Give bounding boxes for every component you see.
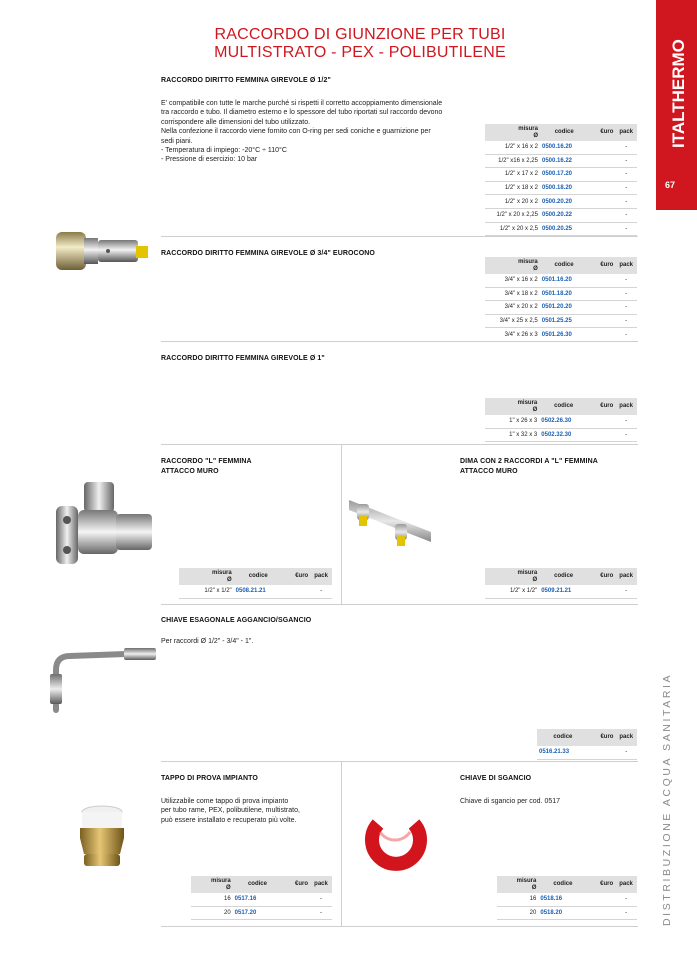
cell-euro <box>588 893 616 906</box>
cell-euro <box>588 168 615 182</box>
desc-line: tra raccordo e tubo. Il diametro esterno e lo spessore del tubo riportati sul raccordo devono <box>161 109 443 117</box>
cell-pack: - <box>615 274 637 287</box>
col-misura: misura Ø <box>497 876 538 893</box>
table-row <box>485 181 637 195</box>
cell-misura: 3/4" x 26 x 3 <box>485 328 540 342</box>
cell-pack: - <box>615 168 637 182</box>
section-desc-s1 <box>161 99 481 165</box>
cell-codice: 0518.16 <box>538 893 587 906</box>
table-header-row <box>485 398 637 415</box>
desc-line: corrispondere alle dimensioni del tubo utilizzato. <box>161 118 311 126</box>
cell-misura: 1/2" x16 x 2,25 <box>485 154 540 168</box>
cell-euro <box>589 746 616 759</box>
col-pack: pack <box>615 729 637 746</box>
cell-codice: 0517.20 <box>233 906 283 920</box>
cell-codice: 0501.16.20 <box>540 274 589 287</box>
cell-pack: - <box>615 287 637 301</box>
hex-key-image <box>46 640 158 716</box>
cell-codice: 0501.25.25 <box>540 314 589 328</box>
cell-euro <box>588 314 615 328</box>
col-euro: €uro <box>588 124 615 141</box>
cell-pack: - <box>615 415 637 428</box>
cell-pack: - <box>615 222 637 236</box>
cell-pack: - <box>310 893 332 906</box>
cell-euro <box>282 893 310 906</box>
cell-misura: 3/4" x 20 x 2 <box>485 301 540 315</box>
product-table-s7 <box>191 876 332 920</box>
section-title-s2: RACCORDO DIRITTO FEMMINA GIREVOLE Ø 3/4" EUROCONO <box>161 250 375 257</box>
table-row <box>485 222 637 236</box>
col-codice: codice <box>234 568 283 585</box>
divider <box>161 444 638 445</box>
col-codice: codice <box>233 876 283 893</box>
table-row <box>485 585 637 598</box>
cell-pack: - <box>615 428 637 442</box>
col-euro: €uro <box>589 729 616 746</box>
cell-euro <box>588 428 615 442</box>
title-line: ATTACCO MURO <box>460 468 518 475</box>
col-pack: pack <box>615 568 637 585</box>
product-table-s4 <box>179 568 332 599</box>
cell-pack: - <box>615 746 637 759</box>
cell-euro <box>588 141 615 154</box>
desc-line: Nella confezione il raccordo viene fornito con O-ring per sedi coniche e guarnizione per <box>161 128 431 136</box>
cell-codice: 0518.20 <box>538 906 587 920</box>
column-divider <box>341 761 342 926</box>
table-row <box>485 154 637 168</box>
page-number: 67 <box>664 180 675 190</box>
col-codice: codice <box>539 398 588 415</box>
cell-euro <box>283 585 310 598</box>
table-header-row <box>537 729 637 746</box>
col-codice: codice <box>537 729 589 746</box>
page-title-line-2: MULTISTRATO - PEX - POLIBUTILENE <box>214 44 506 61</box>
col-pack: pack <box>615 257 637 274</box>
col-misura: misura Ø <box>485 568 539 585</box>
product-table-s6 <box>537 729 637 760</box>
table-row <box>485 428 637 442</box>
cell-misura: 1/2" x 20 x 2 <box>485 195 540 209</box>
col-euro: €uro <box>588 398 615 415</box>
cell-codice: 0500.17.20 <box>540 168 588 182</box>
section-desc-s7 <box>161 797 336 825</box>
column-divider <box>341 444 342 604</box>
table-header-row <box>485 568 637 585</box>
cell-euro <box>588 274 615 287</box>
cell-misura: 1/2" x 17 x 2 <box>485 168 540 182</box>
cell-misura: 1/2" x 1/2" <box>485 585 539 598</box>
cell-pack: - <box>310 585 332 598</box>
desc-line: può essere installato e recuperato più volte. <box>161 816 297 824</box>
desc-line: per tubo rame, PEX, polibutilene, multistrato, <box>161 807 300 815</box>
cell-codice: 0501.18.20 <box>540 287 589 301</box>
cell-codice: 0500.20.20 <box>540 195 588 209</box>
svg-text:ITALTHERMO: ITALTHERMO <box>669 39 688 148</box>
cell-euro <box>588 195 615 209</box>
table-row <box>485 301 637 315</box>
table-row <box>191 906 332 920</box>
table-row <box>485 168 637 182</box>
straight-fitting-image <box>48 226 152 276</box>
section-title-s5 <box>460 457 598 477</box>
cell-pack: - <box>615 585 637 598</box>
table-row <box>537 746 637 759</box>
cell-euro <box>588 208 615 222</box>
cell-pack: - <box>615 328 637 342</box>
page-title <box>160 26 560 62</box>
desc-line: - Temperatura di impiego: -20°C ÷ 110°C <box>161 147 287 155</box>
section-title-s7: TAPPO DI PROVA IMPIANTO <box>161 775 258 782</box>
section-title-s3: RACCORDO DIRITTO FEMMINA GIREVOLE Ø 1" <box>161 355 325 362</box>
cell-euro <box>588 222 615 236</box>
cell-misura: 1/2" x 20 x 2,25 <box>485 208 540 222</box>
product-table-s3 <box>485 398 637 442</box>
table-row <box>179 585 332 598</box>
cell-codice: 0502.26.30 <box>539 415 588 428</box>
cell-codice: 0500.16.22 <box>540 154 588 168</box>
cell-misura: 20 <box>191 906 233 920</box>
cell-codice: 0500.16.20 <box>540 141 588 154</box>
cell-codice: 0501.20.20 <box>540 301 589 315</box>
page-title-line-1: RACCORDO DI GIUNZIONE PER TUBI <box>214 26 506 43</box>
col-misura: misura Ø <box>485 398 539 415</box>
table-header-row <box>191 876 332 893</box>
table-row <box>485 328 637 342</box>
cell-misura: 16 <box>497 893 538 906</box>
cell-codice: 0500.20.22 <box>540 208 588 222</box>
cell-codice: 0501.26.30 <box>540 328 589 342</box>
cell-pack: - <box>615 154 637 168</box>
col-pack: pack <box>615 124 637 141</box>
cell-misura: 1" x 32 x 3 <box>485 428 539 442</box>
cell-euro <box>588 181 615 195</box>
col-codice: codice <box>538 876 587 893</box>
cell-codice: 0509.21.21 <box>539 585 588 598</box>
table-header-row <box>497 876 637 893</box>
cell-pack: - <box>615 906 637 920</box>
section-title-s8: CHIAVE DI SGANCIO <box>460 775 532 782</box>
cell-misura: 1/2" x 20 x 2,5 <box>485 222 540 236</box>
cell-misura: 3/4" x 18 x 2 <box>485 287 540 301</box>
table-row <box>485 195 637 209</box>
table-row <box>485 274 637 287</box>
table-header-row <box>485 124 637 141</box>
col-codice: codice <box>539 568 588 585</box>
cell-misura: 1/2" x 1/2" <box>179 585 234 598</box>
title-line: DIMA CON 2 RACCORDI A "L" FEMMINA <box>460 458 598 465</box>
cell-pack: - <box>310 906 332 920</box>
cell-misura: 1/2" x 18 x 2 <box>485 181 540 195</box>
cell-misura: 3/4" x 16 x 2 <box>485 274 540 287</box>
cell-misura: 3/4" x 25 x 2,5 <box>485 314 540 328</box>
divider <box>161 604 638 605</box>
cell-euro <box>588 415 615 428</box>
col-pack: pack <box>615 876 637 893</box>
table-row <box>485 141 637 154</box>
table-header-row <box>485 257 637 274</box>
col-euro: €uro <box>283 568 310 585</box>
svg-text:DISTRIBUZIONE ACQUA SANITARIA: DISTRIBUZIONE ACQUA SANITARIA <box>661 672 673 926</box>
cell-codice: 0517.16 <box>233 893 283 906</box>
product-table-s1 <box>485 124 637 236</box>
divider <box>161 341 638 342</box>
product-table-s8 <box>497 876 637 920</box>
cell-pack: - <box>615 181 637 195</box>
cell-misura: 1/2" x 16 x 2 <box>485 141 540 154</box>
col-misura: misura Ø <box>485 124 540 141</box>
cell-pack: - <box>615 893 637 906</box>
cell-euro <box>588 154 615 168</box>
divider <box>161 761 638 762</box>
section-desc-s8: Chiave di sgancio per cod. 0517 <box>460 798 561 805</box>
col-codice: codice <box>540 124 588 141</box>
col-euro: €uro <box>588 568 615 585</box>
cell-codice: 0502.32.30 <box>539 428 588 442</box>
col-misura: misura Ø <box>191 876 233 893</box>
col-codice: codice <box>540 257 589 274</box>
title-line: RACCORDO "L" FEMMINA <box>161 458 252 465</box>
table-header-row <box>179 568 332 585</box>
cell-codice: 0500.20.25 <box>540 222 588 236</box>
section-title-s4 <box>161 457 252 477</box>
release-key-image <box>360 810 430 872</box>
table-row <box>485 208 637 222</box>
col-misura: misura Ø <box>179 568 234 585</box>
cell-euro <box>588 585 615 598</box>
cell-codice: 0500.18.20 <box>540 181 588 195</box>
col-pack: pack <box>310 876 332 893</box>
col-pack: pack <box>310 568 332 585</box>
cell-euro <box>588 301 615 315</box>
cell-euro <box>588 906 616 920</box>
desc-line: E' compatibile con tutte le marche purché si rispetti il corretto accoppiamento dimensionale <box>161 100 443 107</box>
cell-euro <box>282 906 310 920</box>
table-row <box>485 314 637 328</box>
cell-pack: - <box>615 301 637 315</box>
cell-codice: 0508.21.21 <box>234 585 283 598</box>
cell-pack: - <box>615 314 637 328</box>
col-misura: misura Ø <box>485 257 540 274</box>
divider <box>161 926 638 927</box>
divider <box>161 236 638 237</box>
cell-misura: 1" x 26 x 3 <box>485 415 539 428</box>
product-table-s2 <box>485 257 637 342</box>
cell-euro <box>588 328 615 342</box>
wall-bracket-image <box>345 490 435 556</box>
section-desc-s6: Per raccordi Ø 1/2" - 3/4" - 1". <box>161 638 254 645</box>
desc-line: - Pressione di esercizio: 10 bar <box>161 156 258 164</box>
cell-pack: - <box>615 195 637 209</box>
table-row <box>497 893 637 906</box>
desc-line: Utilizzabile come tappo di prova impianto <box>161 798 289 805</box>
product-table-s5 <box>485 568 637 599</box>
cell-misura: 16 <box>191 893 233 906</box>
table-row <box>485 287 637 301</box>
col-euro: €uro <box>282 876 310 893</box>
col-euro: €uro <box>588 876 616 893</box>
cell-pack: - <box>615 141 637 154</box>
table-row <box>485 415 637 428</box>
l-fitting-wall-image <box>48 478 156 570</box>
test-plug-image <box>76 804 128 870</box>
section-title-s6: CHIAVE ESAGONALE AGGANCIO/SGANCIO <box>161 617 312 624</box>
table-row <box>497 906 637 920</box>
cell-codice: 0516.21.33 <box>537 746 589 759</box>
side-category-label <box>648 630 678 930</box>
desc-line: sedi piani. <box>161 137 193 145</box>
title-line: ATTACCO MURO <box>161 468 219 475</box>
cell-euro <box>588 287 615 301</box>
cell-misura: 20 <box>497 906 538 920</box>
cell-pack: - <box>615 208 637 222</box>
col-euro: €uro <box>588 257 615 274</box>
table-row <box>191 893 332 906</box>
col-pack: pack <box>615 398 637 415</box>
section-title-s1: RACCORDO DIRITTO FEMMINA GIREVOLE Ø 1/2" <box>161 77 331 84</box>
brand-logo <box>655 10 697 150</box>
